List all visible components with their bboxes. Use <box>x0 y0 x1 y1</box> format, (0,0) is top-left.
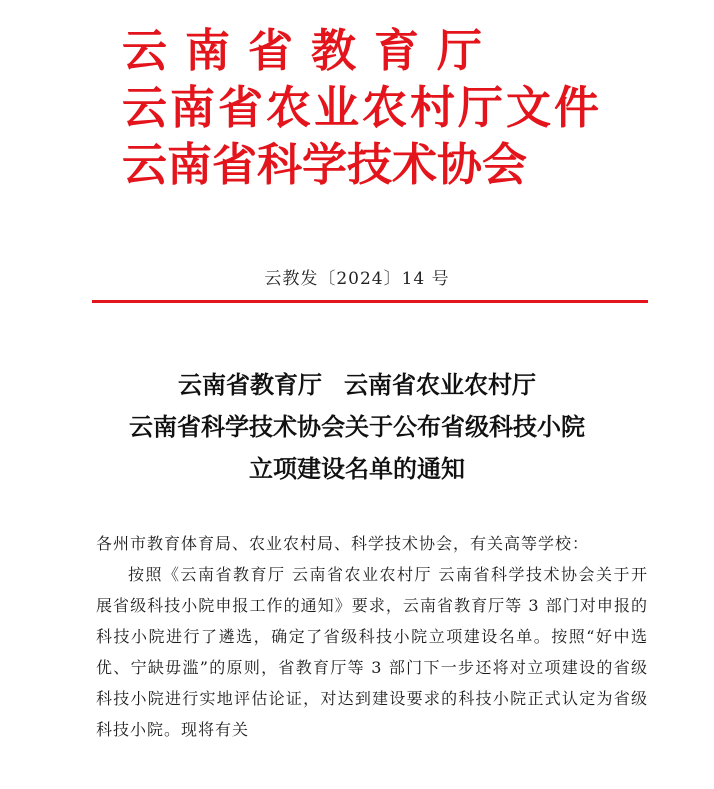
document-title <box>0 364 714 490</box>
document-header <box>122 22 642 193</box>
document-body <box>96 528 648 745</box>
document-number: 云教发〔2024〕14 号 <box>264 269 450 289</box>
title-line-1 <box>0 364 714 406</box>
title-issuer-education: 云南省教育厅 <box>178 370 322 399</box>
title-line-3: 立项建设名单的通知 <box>249 454 465 483</box>
body-paragraph: 按照《云南省教育厅 云南省农业农村厅 云南省科学技术协会关于开展省级科技小院申报工作的通知》要求，云南省教育厅等 3 部门对申报的科技小院进行了遴选，确定了省级科技小院立项建设名单。按照“好中选优、宁缺毋滥”的原则，省教育厅等 3 部门下一步还将对立项建设的省级科技小院进行实地评估论证，对达到建设要求的科技小院正式认定为省级科技小院。现将有关 <box>96 565 648 739</box>
header-line-science: 云南省科学技术协会 <box>122 138 528 191</box>
red-divider-line <box>92 300 648 303</box>
header-line-agriculture: 云南省农业农村厅文件 <box>122 81 603 134</box>
header-line-education: 云南省教育厅 <box>122 24 501 77</box>
title-issuer-agriculture: 云南省农业农村厅 <box>344 370 536 399</box>
title-line-2: 云南省科学技术协会关于公布省级科技小院 <box>129 412 585 441</box>
salutation: 各州市教育体育局、农业农村局、科学技术协会，有关高等学校： <box>96 534 590 553</box>
